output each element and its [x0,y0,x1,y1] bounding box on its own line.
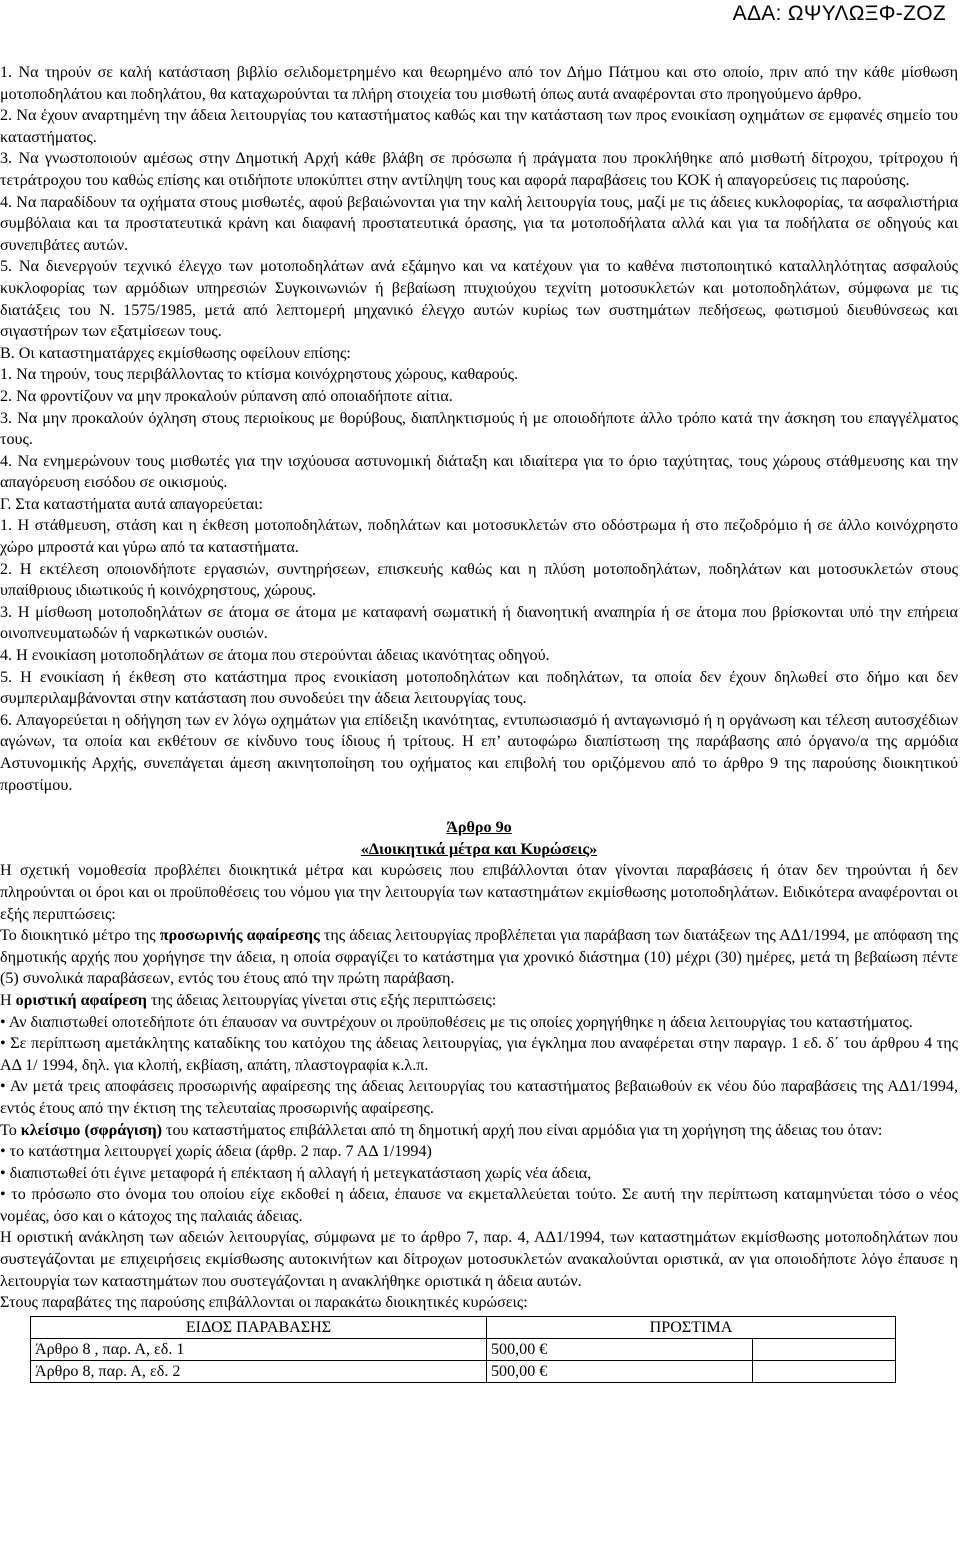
fines-table [30,1316,896,1383]
paragraph: 2. Η εκτέλεση οποιονδήποτε εργασιών, συντηρήσεων, επισκευής καθώς και η πλύση μοτοποδηλάτων, ποδηλάτων και μοτοσυκλετών στους υπαίθριους ιδιωτικούς ή κοινόχρηστους, χώρους. [0,560,958,600]
paragraph: 1. Η στάθμευση, στάση και η έκθεση μοτοποδηλάτων, ποδηλάτων και μοτοσυκλετών στο οδόστρωμα ή στο πεζοδρόμιο ή σε άλλο κοινόχρηστο χώρο μπροστά και γύρω από τα καταστήματα. [0,517,958,557]
paragraph: Η σχετική νομοθεσία προβλέπει διοικητικά μέτρα και κυρώσεις που επιβάλλονται όταν γίνονται παραβάσεις ή όταν δεν τηρούνται ή δεν πληρούνται οι όροι και οι προϋποθέσεις του νόμου για την λειτουργία των καταστημάτων εκμίσθωσης μοτοποδηλάτων. Ειδικότερα αναφέρονται οι εξής περιπτώσεις: [0,862,958,923]
table-cell: 500,00 € [487,1360,753,1382]
table-cell [753,1360,896,1382]
article-title: Άρθρο 9ο [446,819,512,837]
article-subtitle: «Διοικητικά μέτρα και Κυρώσεις» [360,840,598,858]
paragraph: 1. Να τηρούν, τους περιβάλλοντας το κτίσμα κοινόχρηστους χώρους, καθαρούς. [0,366,519,384]
column-header: ΕΙΔΟΣ ΠΑΡΑΒΑΣΗΣ [31,1316,487,1338]
bullet-item: • Αν μετά τρεις αποφάσεις προσωρινής αφαίρεσης της άδειας λειτουργίας του καταστήματος βεβαιωθούν εκ νέου δύο παραβάσεις της ΑΔ1/1994, εντός έτους από την έκτιση της τελευταίας προσωρινής αφαίρεσης. [0,1078,958,1117]
table-header-row [31,1316,896,1338]
bullet-item: • Σε περίπτωση αμετάκλητης καταδίκης του κατόχου της άδειας λειτουργίας, για έγκλημα που αναφέρεται στην παραγρ. 1 εδ. δ΄ του άρθρου 4 της ΑΔ 1/ 1994, δηλ. για κλοπή, εκβίαση, απάτη, πλαστογραφία κ.λ.π. [0,1035,958,1074]
table-cell: 500,00 € [487,1338,753,1360]
paragraph: 3. Να μην προκαλούν όχληση στους περιοίκους με θορύβους, διαπληκτισμούς ή με οποιοδήποτε άλλο τρόπο κατά την άσκηση του επαγγέλματος τους. [0,409,958,449]
bullet-item: • Αν διαπιστωθεί οποτεδήποτε ότι έπαυσαν να συντρέχουν οι προϋποθέσεις με τις οποίες χορηγήθηκε η άδεια λειτουργίας του καταστήματος. [0,1013,913,1031]
paragraph: Το κλείσιμο (σφράγιση) του καταστήματος επιβάλλεται από τη δημοτική αρχή που είναι αρμόδια για τη χορήγηση της άδειας του όταν: [0,1121,883,1139]
table-row [31,1360,896,1382]
paragraph: Η οριστική ανάκληση των αδειών λειτουργίας, σύμφωνα με το άρθρο 7, παρ. 4, ΑΔ1/1994, των καταστημάτων εκμίσθωσης μοτοποδηλάτων που συστεγάζονται με επιχειρήσεις εκμίσθωσης αυτοκινήτων και δίτροχων μοτοσυκλετών ανακαλούνται οριστικά, αν για οποιοδήποτε λόγο έπαυσε η λειτουργία των καταστημάτων που συστεγάζονται η ανακλήθηκε οριστικά η άδεια αυτών. [0,1229,958,1290]
bold-term: προσωρινής αφαίρεσης [159,927,320,945]
table-cell [753,1338,896,1360]
bold-term: κλείσιμο (σφράγιση) [20,1121,162,1139]
section-heading: Γ. Στα καταστήματα αυτά απαγορεύεται: [0,495,263,513]
table-cell: Άρθρο 8 , παρ. Α, εδ. 1 [31,1338,487,1360]
document-body [0,62,958,1383]
paragraph: 1. Να τηρούν σε καλή κατάσταση βιβλίο σελιδομετρημένο και θεωρημένο από τον Δήμο Πάτμου και στο οποίο, πριν από την κάθε μίσθωση μοτοποδηλάτου και ποδηλάτου, θα καταχωρούνται τα πλήρη στοιχεία του μισθωτή όπως αυτά αναφέρονται στο προηγούμενο άρθρο. [0,64,958,103]
bullet-item: • διαπιστωθεί ότι έγινε μεταφορά ή επέκταση ή αλλαγή ή μετεγκατάσταση χωρίς νέα άδεια, [0,1164,592,1182]
paragraph: Στους παραβάτες της παρούσης επιβάλλονται οι παρακάτω διοικητικές κυρώσεις: [0,1294,528,1312]
paragraph: 4. Να ενημερώνουν τους μισθωτές για την ισχύουσα αστυνομική διάταξη και ιδιαίτερα για το όριο ταχύτητας, τους χώρους στάθμευσης και την απαγόρευση εισόδου σε οικισμούς. [0,452,958,492]
paragraph: Το διοικητικό μέτρο της προσωρινής αφαίρεσης της άδειας λειτουργίας προβλέπεται για παράβαση των διατάξεων της ΑΔ1/1994, με απόφαση της δημοτικής αρχής που χορήγησε την άδεια, η οποία σφραγίζει το κατάστημα για χρονικό διάστημα (10) μέχρι (30) ημέρες, μετά τη βεβαίωση πέντε (5) συνολικά παραβάσεων, εντός του έτους από την πρώτη παράβαση. [0,927,958,988]
paragraph: 2. Να έχουν αναρτημένη την άδεια λειτουργίας του καταστήματος καθώς και την κατάσταση των προς ενοικίαση οχημάτων σε εμφανές σημείο του καταστήματος. [0,107,958,146]
bullet-item: • το κατάστημα λειτουργεί χωρίς άδεια (άρθρ. 2 παρ. 7 ΑΔ 1/1994) [0,1143,432,1161]
paragraph: 3. Να γνωστοποιούν αμέσως στην Δημοτική Αρχή κάθε βλάβη σε πρόσωπα ή πράγματα που προκλήθηκε από μισθωτή δίτροχου, τρίτροχου ή τετράτροχου του καθώς επίσης και οτιδήποτε υποκύπτει στην αντίληψη τους και αφορά παραβάσεις του ΚΟΚ ή απαγορεύσεις τις παρούσης. [0,150,958,189]
paragraph: 2. Να φροντίζουν να μην προκαλούν ρύπανση από οποιαδήποτε αίτια. [0,387,453,405]
paragraph: 6. Απαγορεύεται η οδήγηση των εν λόγω οχημάτων για επίδειξη ικανότητας, εντυπωσιασμό ή ανταγωνισμό ή η οργάνωση και τέλεση αυτοσχέδιων αγώνων, τα οποία και εκθέτουν σε κίνδυνο τους ίδιους ή τρίτους. Η επ’ αυτοφώρω διαπίστωση της παράβασης από όργανο/α της αρμόδια Αστυνομικής Αρχής, συνεπάγεται άμεση ακινητοποίηση του οχήματος και επιβολή του οριζόμενου από το άρθρο 9 της παρούσης διοικητικού προστίμου. [0,711,958,794]
paragraph: 5. Να διενεργούν τεχνικό έλεγχο των μοτοποδηλάτων ανά εξάμηνο και να κατέχουν για το καθένα πιστοποιητικό καταλληλότητας ασφαλούς κυκλοφορίας των αρμόδιων υπηρεσιών Συγκοινωνιών ή βεβαίωση πτυχιούχου τεχνίτη μοτοσυκλετών και μοτοποδηλάτων, σύμφωνα με τις διατάξεις του Ν. 1575/1985, μετά από λεπτομερή μηχανικό έλεγχο αυτών κυρίως των συστημάτων πεδήσεως, φωτισμού διευθύνσεως και σιγαστήρων των εξατμίσεων τους. [0,258,958,341]
paragraph: 3. Η μίσθωση μοτοποδηλάτων σε άτομα σε άτομα με καταφανή σωματική ή διανοητική αναπηρία ή σε άτομα που βρίσκονται υπό την επήρεια οινοπνευματωδών ή ναρκωτικών ουσιών. [0,603,958,643]
paragraph: 5. Η ενοικίαση ή έκθεση στο κατάστημα προς ενοικίαση μοτοποδηλάτων και ποδηλάτων, τα οποία δεν έχουν δηλωθεί στο δήμο και δεν συμπεριλαμβάνονται στην κατάσταση που συνοδεύει την άδεια λειτουργίας τους. [0,668,958,708]
paragraph: 4. Να παραδίδουν τα οχήματα στους μισθωτές, αφού βεβαιώνονται για την καλή λειτουργία τους, μαζί με τις άδειες κυκλοφορίας, τα ασφαλιστήρια συμβόλαια και τα προστατευτικά κράνη και διαφανή προστατευτικά όρασης, για τα μοτοποδήλατα αλλά και για τα ποδήλατα σε οδηγούς και συνεπιβάτες αυτών. [0,193,958,254]
document-ada-code: ΑΔΑ: ΩΨΥΛΩΞΦ-ΖΟΖ [732,2,946,25]
paragraph: Η οριστική αφαίρεση της άδειας λειτουργίας γίνεται στις εξής περιπτώσεις: [0,991,497,1009]
paragraph: 4. Η ενοικίαση μοτοποδηλάτων σε άτομα που στερούνται άδειας ικανότητας οδηγού. [0,647,550,665]
bold-term: οριστική αφαίρεση [15,991,147,1009]
section-heading: Β. Οι καταστηματάρχες εκμίσθωσης οφείλουν επίσης: [0,344,351,362]
column-header: ΠΡΟΣΤΙΜΑ [487,1316,896,1338]
table-cell: Άρθρο 8, παρ. Α, εδ. 2 [31,1360,487,1382]
table-row [31,1338,896,1360]
bullet-item: • το πρόσωπο στο όνομα του οποίου είχε εκδοθεί η άδεια, έπαυσε να εκμεταλλεύεται τούτο. Σε αυτή την περίπτωση καταμηνύεται τόσο ο νέος νομέας, όσο και ο κάτοχος της παλαιάς άδειας. [0,1186,958,1225]
